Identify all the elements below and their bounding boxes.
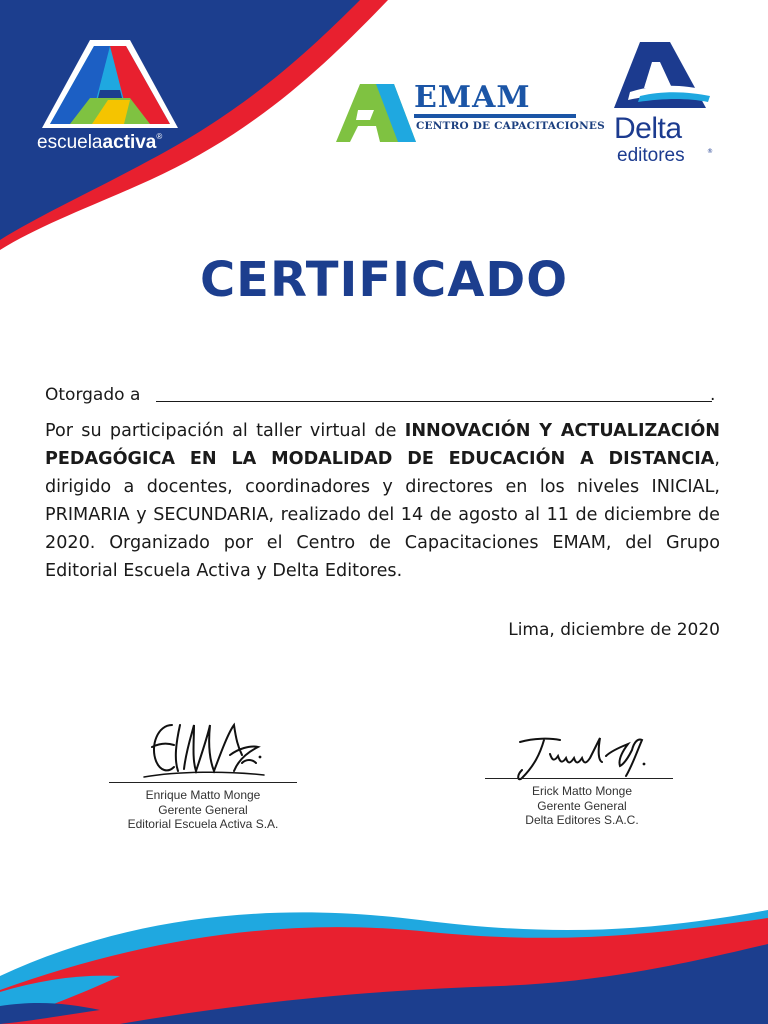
signature-line-left (109, 782, 297, 783)
delta-registered-mark: ® (707, 148, 713, 155)
signatory-right (482, 784, 682, 828)
signatory-left-name: Enrique Matto Monge (145, 788, 261, 802)
emam-subtitle: CENTRO DE CAPACITACIONES (416, 120, 605, 132)
signatory-left-role: Gerente General (158, 802, 248, 817)
body-intro: Por su participación al taller virtual de (45, 421, 405, 441)
delta-editores-logo (610, 40, 720, 120)
signatory-right-name: Erick Matto Monge (531, 784, 633, 798)
awarded-line-period: . (710, 385, 716, 405)
signatory-left (103, 788, 303, 832)
signature-enrique-matto-monge (138, 715, 278, 783)
recipient-name-line (156, 401, 712, 402)
signatory-right-role: Gerente General (537, 798, 627, 813)
certificate-title: CERTIFICADO (199, 252, 569, 308)
body-details: , dirigido a docentes, coordinadores y directores en los niveles INICIAL, PRIMARIA y SECUNDARIA, realizado del 14 de agosto al 11 de diciembre de 2020. Organizado por el Centro de Capacitaciones EMAM, del Grupo Editorial Escuela Activa y Delta Editores. (45, 449, 720, 581)
certificate-body (45, 417, 720, 585)
course-title: INNOVACIÓN Y ACTUALIZACIÓN PEDAGÓGICA EN LA MODALIDAD DE EDUCACIÓN A DISTANCIA (45, 421, 721, 469)
place-date: Lima, diciembre de 2020 (508, 620, 720, 640)
awarded-to-label: Otorgado a (45, 385, 141, 405)
delta-wordmark: Delta (614, 112, 682, 145)
signatory-left-org: Editorial Escuela Activa S.A. (127, 817, 279, 831)
signatory-right-org: Delta Editores S.A.C. (525, 813, 639, 827)
delta-editores-subtitle: editores (617, 145, 685, 166)
bottom-wave-decoration (0, 880, 768, 1024)
escuela-activa-wordmark: escuelaactiva® (37, 132, 163, 153)
signature-line-right (485, 778, 673, 779)
emam-wordmark: EMAM (414, 80, 531, 115)
